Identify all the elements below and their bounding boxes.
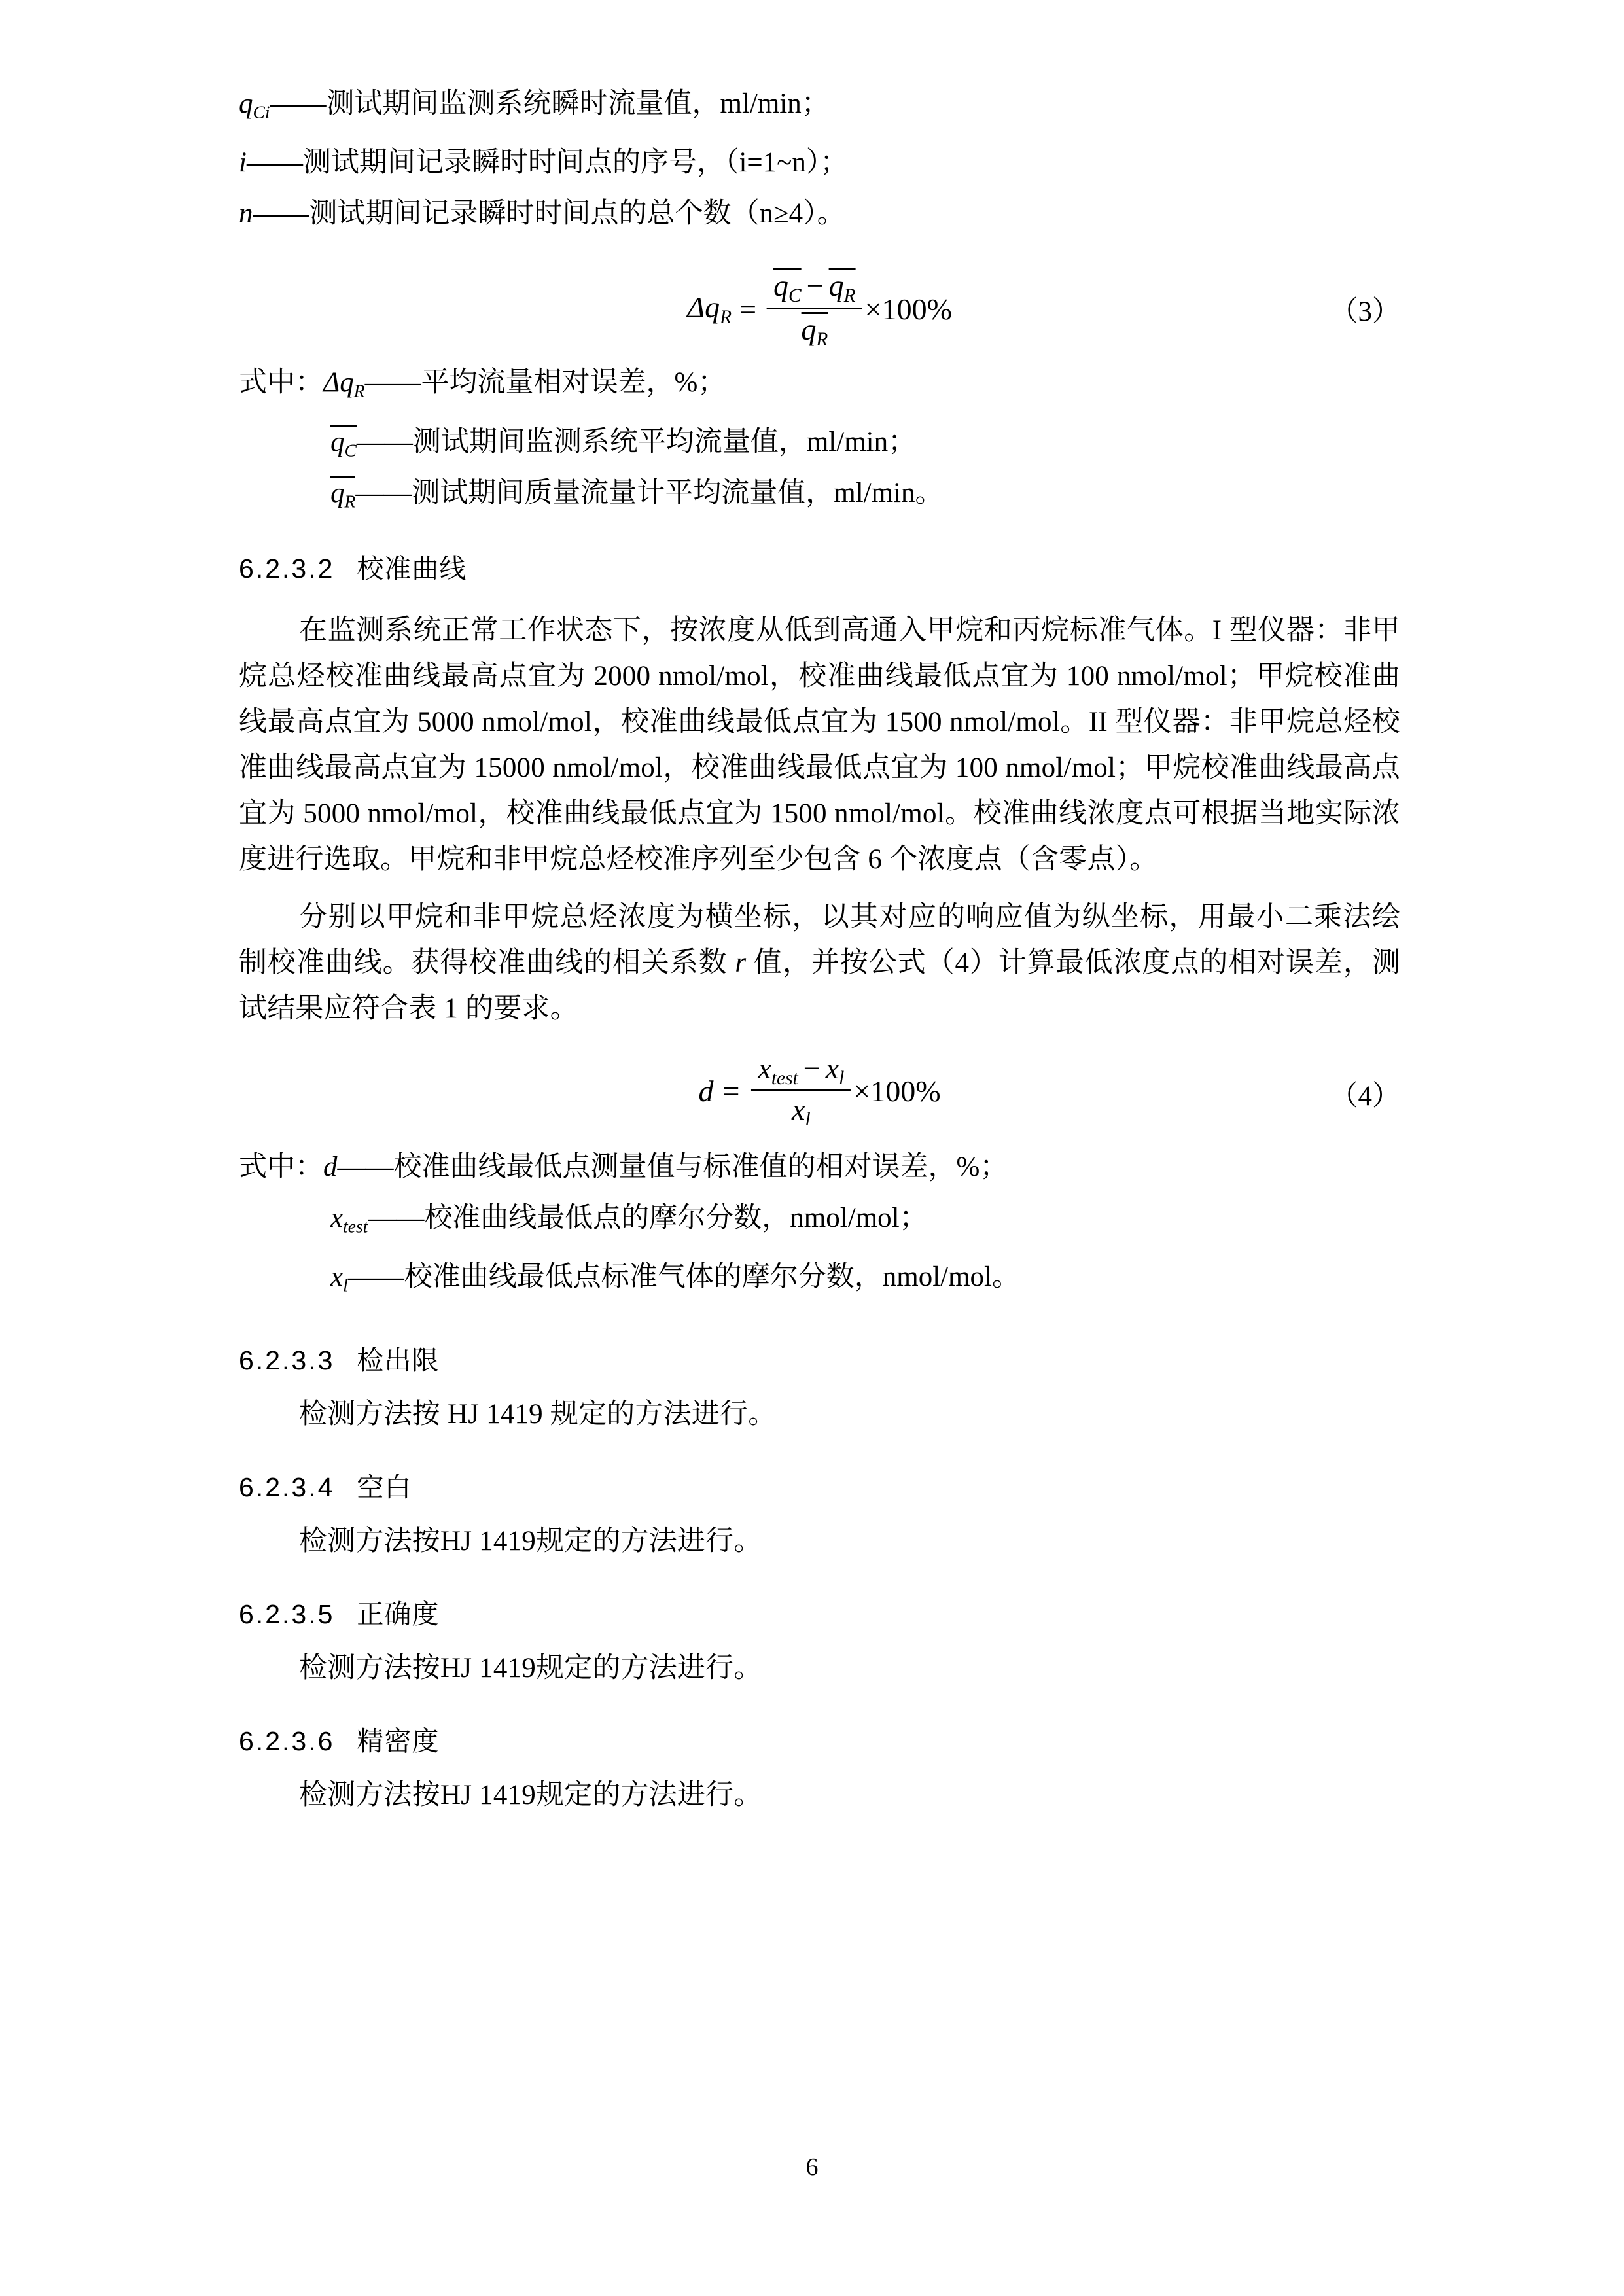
where-label: 式中：: [239, 1151, 323, 1182]
definition-row: [239, 137, 1400, 188]
subscript: test: [771, 1067, 798, 1089]
definition-text: ——测试期间监测系统平均流量值，ml/min；: [356, 426, 917, 457]
heading-6-2-3-3: [239, 1341, 1400, 1380]
page-content: [239, 79, 1400, 1818]
equation-4-block: [239, 1044, 1400, 1142]
subscript: R: [843, 285, 856, 307]
eq4-equals: =: [722, 1074, 740, 1108]
paragraph-blank: 检测方法按HJ 1419规定的方法进行。: [299, 1526, 762, 1557]
overline-qR: $q_R$: [828, 269, 856, 307]
symbol-overline-qC: $q_C$: [330, 426, 357, 460]
symbol-x-test: $x_{test}$: [758, 1051, 798, 1089]
definition-row: [239, 188, 1400, 239]
equation-3-number: （3）: [1330, 296, 1400, 328]
heading-number: 6.2.3.6: [239, 1726, 335, 1756]
eq4-denominator: [785, 1091, 817, 1130]
subscript: l: [805, 1109, 811, 1131]
equation-4-number: （4）: [1330, 1080, 1400, 1112]
overline-qR-den: $q_R$: [801, 312, 828, 350]
symbol-x-test: $x_{test}$: [330, 1202, 368, 1236]
subscript: R: [720, 306, 732, 328]
eq4-lhs: d: [698, 1074, 714, 1108]
definition-text: ——测试期间记录瞬时时间点的总个数（n≥4）。: [253, 198, 845, 230]
symbol-n: n: [239, 198, 253, 230]
symbol-d: d: [323, 1151, 338, 1182]
subscript: C: [788, 285, 802, 307]
heading-6-2-3-6: [239, 1722, 1400, 1761]
eq3-fraction: [767, 268, 862, 349]
heading-number: 6.2.3.3: [239, 1345, 335, 1375]
heading-number: 6.2.3.5: [239, 1599, 335, 1629]
eq3-denominator: [794, 309, 834, 349]
subscript: l: [343, 1275, 348, 1295]
eq3-lhs: $\Delta q_R$: [687, 290, 732, 328]
definition-text: ——测试期间质量流量计平均流量值，ml/min。: [355, 477, 944, 508]
heading-title: 正确度: [357, 1599, 440, 1629]
overline-qC: $q_C$: [773, 269, 802, 307]
eq4-times-100: ×100%: [853, 1074, 941, 1108]
symbol-delta-qR: $\Delta q_R$: [323, 367, 365, 401]
heading-number: 6.2.3.4: [239, 1472, 335, 1502]
heading-6-2-3-2: [239, 549, 1400, 588]
symbol-x-l: $x_l$: [330, 1261, 348, 1295]
paragraph-accuracy: 检测方法按HJ 1419规定的方法进行。: [299, 1653, 762, 1684]
definition-row: [330, 468, 1400, 519]
definition-text: ——测试期间监测系统瞬时流量值，ml/min；: [270, 88, 830, 119]
symbol-overline-qR: $q_R$: [330, 477, 356, 511]
subscript: R: [344, 490, 356, 511]
paragraph-calibration-curve-2: [239, 894, 1400, 1032]
subscript: test: [343, 1215, 368, 1236]
definition-text: ——平均流量相对误差，%；: [364, 367, 726, 398]
paragraph-detection-limit: 检测方法按 HJ 1419 规定的方法进行。: [299, 1399, 777, 1430]
eq4-numerator: [751, 1053, 851, 1090]
definition-row: [239, 1142, 1400, 1193]
equation-3: [687, 268, 952, 349]
definition-row: [330, 1252, 1400, 1311]
definition-row: [239, 79, 1400, 137]
symbol-i: i: [239, 147, 247, 179]
definition-text: ——校准曲线最低点标准气体的摩尔分数，nmol/mol。: [347, 1261, 1020, 1292]
definition-text: ——测试期间记录瞬时时间点的序号，（i=1~n）；: [246, 147, 849, 179]
page-number: 6: [805, 2153, 819, 2181]
heading-6-2-3-5: [239, 1595, 1400, 1634]
heading-title: 校准曲线: [357, 553, 467, 584]
definition-text: ——校准曲线最低点的摩尔分数，nmol/mol；: [368, 1202, 928, 1233]
subscript: C: [344, 439, 357, 460]
heading-title: 检出限: [357, 1345, 440, 1375]
where-label: 式中：: [239, 367, 323, 398]
definition-list-eq3: [239, 357, 1400, 518]
symbol-r: r: [735, 947, 747, 978]
definition-list-eq4: [239, 1142, 1400, 1311]
eq3-minus: −: [806, 269, 824, 303]
paragraph-calibration-curve-1: 在监测系统正常工作状态下，按浓度从低到高通入甲烷和丙烷标准气体。I 型仪器：非甲烷总烃校准曲线最高点宜为 2000 nmol/mol，校准曲线最低点宜为 100 nmol/mol；甲烷校准曲线最高点宜为 5000 nmol/mol，校准曲线最低点宜为 1500 nmol/mol。II 型仪器：非甲烷总烃校准曲线最高点宜为 15000 nmol/mol，校准曲线最低点宜为 100 nmol/mol；甲烷校准曲线最高点宜为 5000 nmol/mol，校准曲线最低点宜为 1500 nmol/mol。校准曲线浓度点可根据当地实际浓度进行选取。甲烷和非甲烷总烃校准序列至少包含 6 个浓度点（含零点）。: [239, 614, 1400, 875]
heading-title: 精密度: [357, 1726, 440, 1756]
symbol-qCi: $q_{Ci}$: [239, 88, 270, 122]
symbol-x-l-den: $x_l$: [792, 1093, 811, 1131]
eq3-numerator: [767, 268, 862, 307]
subscript: R: [816, 328, 828, 350]
eq4-minus: −: [803, 1051, 821, 1085]
heading-number: 6.2.3.2: [239, 553, 335, 584]
eq4-fraction: [751, 1053, 851, 1130]
equation-4: [698, 1053, 940, 1130]
symbol-x-l: $x_l$: [825, 1051, 845, 1089]
definition-list-eq2: [239, 79, 1400, 239]
heading-title: 空白: [357, 1472, 412, 1502]
heading-6-2-3-4: [239, 1468, 1400, 1507]
definition-text: ——校准曲线最低点测量值与标准值的相对误差，%；: [337, 1151, 1008, 1182]
equation-3-block: [239, 259, 1400, 357]
eq3-times-100: ×100%: [864, 292, 952, 326]
paragraph-text-part: 值，并按公式（4）计算最低浓度点的相对误差，测试结果应符合表 1 的要求。: [239, 947, 1400, 1024]
subscript: R: [353, 380, 365, 401]
eq3-equals: =: [739, 292, 757, 326]
subscript: Ci: [253, 101, 270, 122]
paragraph-precision: 检测方法按HJ 1419规定的方法进行。: [299, 1780, 762, 1810]
definition-row: [239, 357, 1400, 416]
definition-row: [330, 417, 1400, 468]
subscript: l: [839, 1067, 845, 1089]
paragraph-text-part: 分别以甲烷和非甲烷总烃浓度为横坐标，以其对应的响应值为纵坐标，用最小二乘法绘制校准曲线。获得校准曲线的相关系数: [239, 901, 1400, 978]
definition-row: [330, 1193, 1400, 1252]
